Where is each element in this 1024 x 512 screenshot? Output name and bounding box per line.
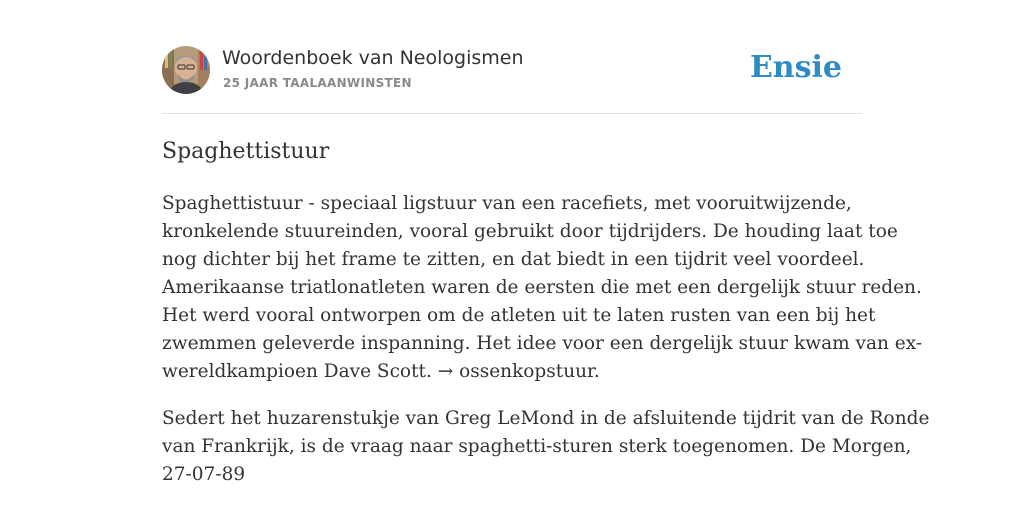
- author-portrait-icon[interactable]: [162, 46, 210, 94]
- ensie-logo[interactable]: Ensie: [749, 50, 842, 85]
- quote-line: 27-07-89: [162, 464, 246, 485]
- definition-line: Het werd vooral ontworpen om de atleten uit te laten rusten van een bij het: [162, 305, 876, 326]
- header-divider: [162, 113, 862, 114]
- header: [162, 46, 862, 96]
- site-title[interactable]: Woordenboek van Neologismen: [222, 47, 524, 69]
- definition-line: wereldkampioen Dave Scott. → ossenkopstuur.: [162, 361, 600, 382]
- entry-definition: [162, 190, 923, 386]
- entry-title: Spaghettistuur: [162, 139, 330, 164]
- site-subtitle: 25 JAAR TAALAANWINSTEN: [223, 76, 412, 90]
- entry-quote: [162, 405, 930, 489]
- definition-line: kronkelende stuureinden, vooral gebruikt door tijdrijders. De houding laat toe: [162, 221, 898, 242]
- definition-line: Amerikaanse triatlonatleten waren de eersten die met een dergelijk stuur reden.: [162, 277, 922, 298]
- quote-line: van Frankrijk, is de vraag naar spaghetti-sturen sterk toegenomen. De Morgen,: [162, 436, 912, 457]
- quote-line: Sedert het huzarenstukje van Greg LeMond in de afsluitende tijdrit van de Ronde: [162, 408, 930, 429]
- definition-line: Spaghettistuur - speciaal ligstuur van een racefiets, met vooruitwijzende,: [162, 193, 852, 214]
- definition-line: nog dichter bij het frame te zitten, en dat biedt in een tijdrit veel voordeel.: [162, 249, 865, 270]
- definition-line: zwemmen geleverde inspanning. Het idee voor een dergelijk stuur kwam van ex-: [162, 333, 923, 354]
